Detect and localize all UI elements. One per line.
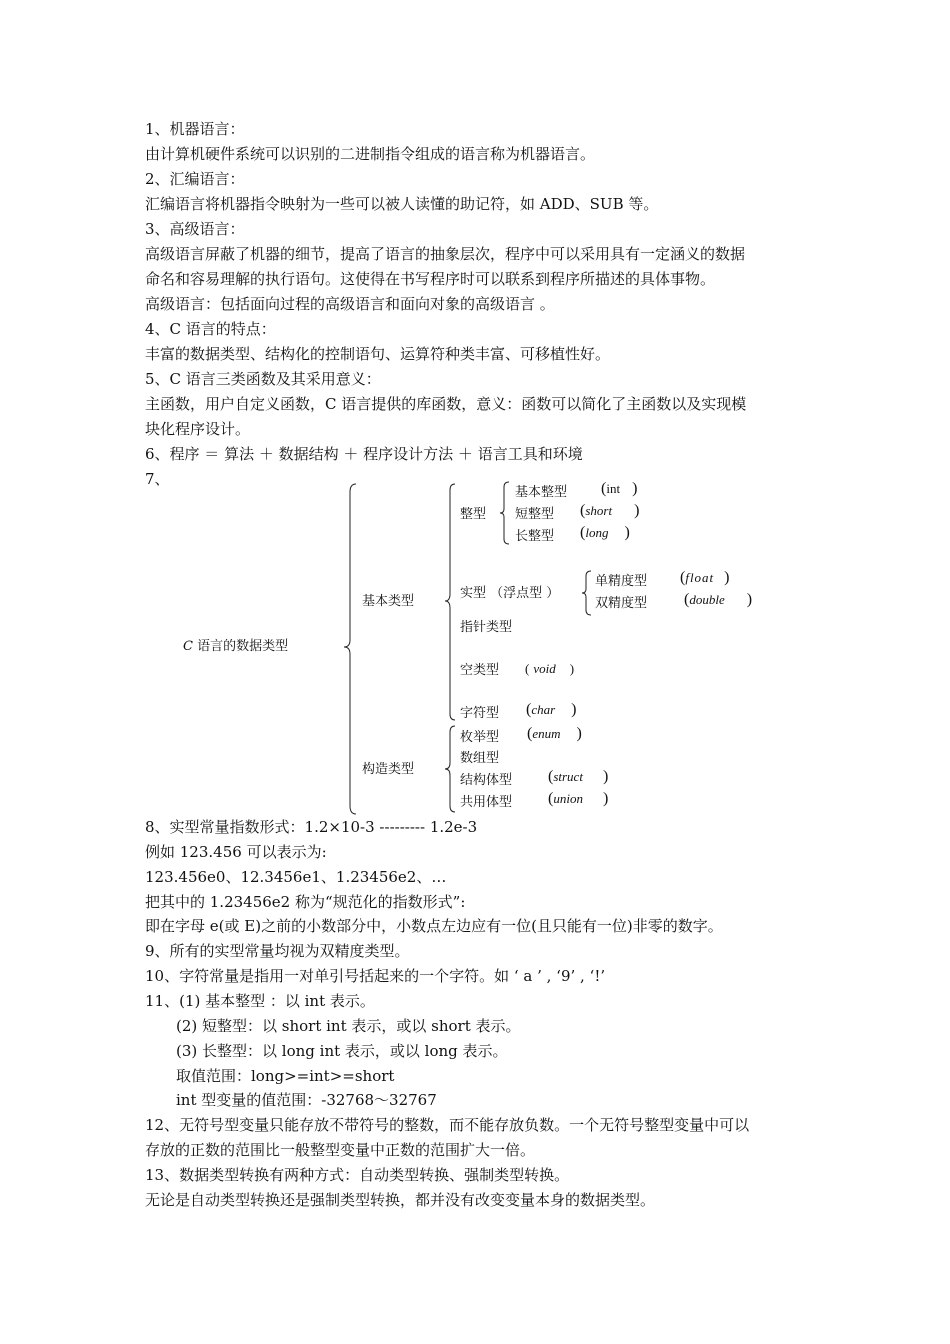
union-type-label: 共用体型 [460, 795, 513, 810]
heading-type-conversion: 13、数据类型转换有两种方式：自动类型转换、强制类型转换。 [145, 1166, 570, 1184]
basic-brace [446, 484, 458, 720]
range-text: 取值范围：long>=int>=short [176, 1067, 395, 1085]
float-keyword: (float ) [680, 569, 730, 586]
heading-assembly-language: 2、汇编语言： [145, 170, 245, 188]
real-brace [582, 571, 594, 615]
short-keyword: (short ) [580, 502, 640, 519]
heading-machine-language: 1、机器语言： [145, 120, 245, 138]
paragraph-text: 123.456e0、12.3456e1、1.23456e2、… [145, 868, 447, 886]
short-int-text: (2) 短整型：以 short int 表示，或以 short 表示。 [176, 1017, 521, 1035]
program-formula: 6、程序 ＝ 算法 ＋ 数据结构 ＋ 程序设计方法 ＋ 语言工具和环境 [145, 445, 583, 463]
main-brace [346, 484, 360, 814]
heading-double-precision: 9、所有的实型常量均视为双精度类型。 [145, 942, 410, 960]
paragraph-text: 存放的正数的范围比一般整型变量中正数的范围扩大一倍。 [145, 1141, 536, 1159]
array-type-label: 数组型 [460, 751, 500, 766]
paragraph-text: 命名和容易理解的执行语句。这使得在书写程序时可以联系到程序所描述的具体事物。 [145, 270, 716, 288]
heading-data-types: 7、 [145, 470, 170, 488]
void-type-label: 空类型 [460, 663, 500, 678]
float-item-label: 单精度型 [595, 574, 648, 589]
char-keyword: (char ) [526, 701, 577, 718]
paragraph-text: 高级语言屏蔽了机器的细节，提高了语言的抽象层次，程序中可以采用具有一定涵义的数据 [145, 245, 746, 263]
basic-type-label: 基本类型 [362, 594, 415, 609]
construct-type-label: 构造类型 [362, 762, 415, 777]
paragraph-text: 高级语言：包括面向过程的高级语言和面向对象的高级语言 。 [145, 295, 555, 313]
struct-keyword: (struct ) [548, 768, 609, 785]
double-item-label: 双精度型 [595, 596, 648, 611]
pointer-type-label: 指针类型 [460, 620, 513, 635]
paragraph-text: 丰富的数据类型、结构化的控制语句、运算符种类丰富、可移植性好。 [145, 345, 611, 363]
short-item-label: 短整型 [515, 507, 555, 522]
heading-c-features: 4、C 语言的特点： [145, 320, 276, 338]
tree-root-label: C 语言的数据类型 [183, 639, 289, 654]
long-item-label: 长整型 [515, 529, 555, 544]
long-keyword: (long ) [580, 524, 630, 541]
enum-keyword: (enum ) [527, 725, 582, 742]
int-keyword: (int ) [601, 480, 638, 497]
paragraph-text: 由计算机硬件系统可以识别的二进制指令组成的语言称为机器语言。 [145, 145, 596, 163]
heading-c-functions: 5、C 语言三类函数及其采用意义： [145, 370, 381, 388]
int-group-label: 整型 [460, 507, 487, 522]
long-int-text: (3) 长整型：以 long int 表示，或以 long 表示。 [176, 1042, 508, 1060]
heading-unsigned: 12、无符号型变量只能存放不带符号的整数，而不能存放负数。一个无符号整型变量中可以 [145, 1116, 750, 1134]
paragraph-text: 无论是自动类型转换还是强制类型转换，都并没有改变变量本身的数据类型。 [145, 1191, 656, 1209]
union-keyword: (union ) [548, 790, 609, 807]
paragraph-text: 即在字母 e(或 E)之前的小数部分中，小数点左边应有一位(且只能有一位)非零的数字。 [145, 917, 723, 935]
paragraph-text: 例如 123.456 可以表示为: [145, 843, 327, 861]
heading-real-constant: 8、实型常量指数形式：1.2×10-3 --------- 1.2e-3 [145, 818, 478, 836]
int-brace [500, 482, 512, 544]
heading-high-level-language: 3、高级语言： [145, 220, 245, 238]
void-keyword: ( void ) [525, 661, 575, 676]
struct-type-label: 结构体型 [460, 773, 513, 788]
enum-type-label: 枚举型 [460, 730, 500, 745]
heading-integer-types: 11、(1) 基本整型 ：以 int 表示。 [145, 992, 375, 1010]
heading-char-constant: 10、字符常量是指用一对单引号括起来的一个字符。如 ‘ a ’ , ‘9’ , ‘!’ [145, 967, 606, 985]
construct-brace [446, 726, 458, 812]
int-range-text: int 型变量的值范围：-32768～32767 [176, 1091, 437, 1109]
double-keyword: (double ) [684, 591, 753, 608]
paragraph-text: 主函数，用户自定义函数，C 语言提供的库函数，意义：函数可以简化了主函数以及实现模 [145, 395, 747, 413]
tree-root-text: 语言的数据类型 [192, 639, 289, 654]
paragraph-text: 块化程序设计。 [145, 420, 251, 438]
paragraph-text: 把其中的 1.23456e2 称为“规范化的指数形式”: [145, 893, 466, 911]
char-type-label: 字符型 [460, 706, 500, 721]
real-group-label: 实型 （浮点型 ） [460, 586, 560, 601]
paragraph-text: 汇编语言将机器指令映射为一些可以被人读懂的助记符，如 ADD、SUB 等。 [145, 195, 659, 213]
int-item-label: 基本整型 [515, 485, 568, 500]
